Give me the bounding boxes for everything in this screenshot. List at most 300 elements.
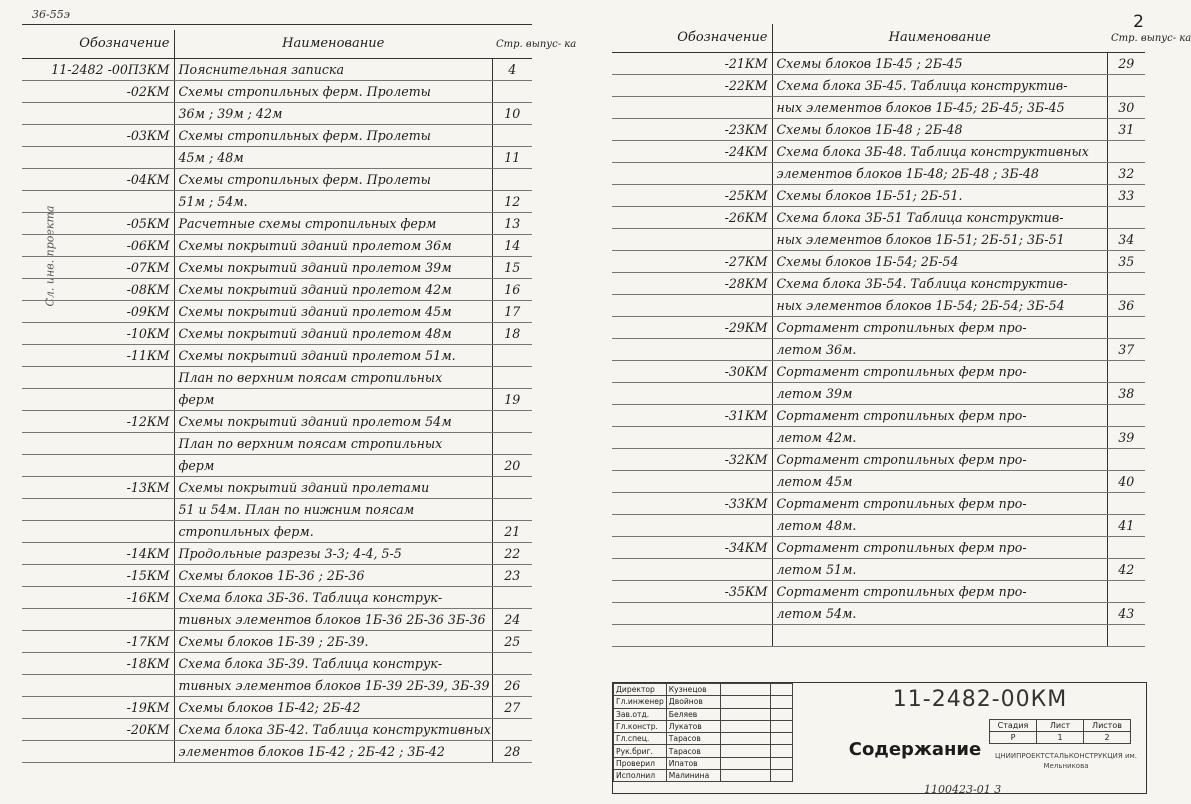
row-name: летом 45м [772, 471, 1107, 493]
signature-field [720, 770, 770, 782]
table-row [612, 119, 1145, 141]
row-code [612, 559, 772, 581]
designation-header: Обозначение [612, 24, 772, 53]
row-code [612, 229, 772, 251]
row-code: -09КМ [22, 301, 174, 323]
table-row [22, 719, 532, 741]
table-row [612, 383, 1145, 405]
row-page: 16 [492, 279, 532, 301]
row-page: 30 [1107, 97, 1145, 119]
row-code: -14КМ [22, 543, 174, 565]
row-code: -22КМ [612, 75, 772, 97]
row-page: 26 [492, 675, 532, 697]
table-row [22, 455, 532, 477]
title-block [612, 682, 1147, 794]
row-page: 38 [1107, 383, 1145, 405]
table-row [22, 653, 532, 675]
signature-name: Двойнов [666, 696, 720, 708]
row-code: -08КМ [22, 279, 174, 301]
row-name: Схемы покрытий зданий пролетом 36м [174, 235, 492, 257]
row-page: 11 [492, 147, 532, 169]
row-name [772, 625, 1107, 647]
row-page [492, 125, 532, 147]
row-code: -04КМ [22, 169, 174, 191]
row-name: летом 36м. [772, 339, 1107, 361]
row-name: элементов блоков 1Б-48; 2Б-48 ; 3Б-48 [772, 163, 1107, 185]
table-row [612, 229, 1145, 251]
signature-row [614, 745, 793, 757]
row-code: -34КМ [612, 537, 772, 559]
row-page [1107, 273, 1145, 295]
signature-date [770, 684, 792, 696]
signature-field [720, 720, 770, 732]
left-rows [22, 59, 532, 763]
row-code: -16КМ [22, 587, 174, 609]
row-code [612, 163, 772, 185]
row-code [612, 427, 772, 449]
signature-table [613, 683, 793, 782]
signature-row [614, 708, 793, 720]
table-row [612, 163, 1145, 185]
row-name: Схемы покрытий зданий пролетами [174, 477, 492, 499]
row-page: 27 [492, 697, 532, 719]
row-name: Схема блока 3Б-51 Таблица конструктив- [772, 207, 1107, 229]
row-code: 11-2482 -00П3КМ [22, 59, 174, 81]
row-name: летом 51м. [772, 559, 1107, 581]
signature-name: Кузнецов [666, 684, 720, 696]
table-row [22, 191, 532, 213]
signature-date [770, 770, 792, 782]
row-page [1107, 625, 1145, 647]
signature-field [720, 757, 770, 769]
right-contents-table [612, 24, 1191, 647]
row-page: 28 [492, 741, 532, 763]
row-name: Схема блока 3Б-48. Таблица конструктивных [772, 141, 1107, 163]
row-page: 32 [1107, 163, 1145, 185]
row-page [492, 345, 532, 367]
row-page [492, 587, 532, 609]
row-page [1107, 449, 1145, 471]
row-name: Продольные разрезы 3-3; 4-4, 5-5 [174, 543, 492, 565]
table-row [22, 81, 532, 103]
signature-role: Проверил [614, 757, 667, 769]
row-page: 17 [492, 301, 532, 323]
row-name: Сортамент стропильных ферм про- [772, 537, 1107, 559]
table-row [22, 147, 532, 169]
table-row [612, 53, 1145, 75]
row-name: Схема блока 3Б-36. Таблица конструк- [174, 587, 492, 609]
row-name: Схемы блоков 1Б-51; 2Б-51. [772, 185, 1107, 207]
signature-row [614, 696, 793, 708]
row-code: -28КМ [612, 273, 772, 295]
signature-date [770, 733, 792, 745]
row-code: -02КМ [22, 81, 174, 103]
table-row [22, 521, 532, 543]
row-name: Схемы покрытий зданий пролетом 39м [174, 257, 492, 279]
row-name: Сортамент стропильных ферм про- [772, 581, 1107, 603]
table-row [612, 493, 1145, 515]
signature-role: Рук.бриг. [614, 745, 667, 757]
name-header: Наименование [174, 30, 492, 59]
page-number: 2 [1133, 12, 1144, 32]
right-rows [612, 53, 1145, 647]
row-page: 40 [1107, 471, 1145, 493]
table-row [22, 125, 532, 147]
row-page [1107, 361, 1145, 383]
signature-role: Директор [614, 684, 667, 696]
row-name: Схемы блоков 1Б-54; 2Б-54 [772, 251, 1107, 273]
table-row [22, 367, 532, 389]
sheets-value: 2 [1084, 732, 1131, 744]
designation-header: Обозначение [22, 30, 174, 59]
signature-row [614, 733, 793, 745]
row-page: 36 [1107, 295, 1145, 317]
row-code: -26КМ [612, 207, 772, 229]
table-row [22, 411, 532, 433]
row-page [492, 719, 532, 741]
side-stamp: Сл. инв. проекта [43, 205, 57, 307]
row-name: Схемы стропильных ферм. Пролеты [174, 169, 492, 191]
table-row [22, 741, 532, 763]
sheet-header: Лист [1037, 720, 1084, 732]
row-code: -15КМ [22, 565, 174, 587]
bottom-code: 1100423-01 3 [924, 783, 1002, 796]
row-code [612, 603, 772, 625]
row-page: 15 [492, 257, 532, 279]
row-code: -18КМ [22, 653, 174, 675]
table-row [612, 97, 1145, 119]
signature-name: Ипатов [666, 757, 720, 769]
row-page: 12 [492, 191, 532, 213]
row-page: 21 [492, 521, 532, 543]
row-code: -27КМ [612, 251, 772, 273]
row-name: ферм [174, 455, 492, 477]
table-row [612, 471, 1145, 493]
row-name: Схемы покрытий зданий пролетом 42м [174, 279, 492, 301]
row-page: 35 [1107, 251, 1145, 273]
table-row [22, 235, 532, 257]
table-row [612, 625, 1145, 647]
row-code [22, 103, 174, 125]
table-row [22, 103, 532, 125]
row-code [22, 521, 174, 543]
table-row [612, 515, 1145, 537]
row-name: ных элементов блоков 1Б-51; 2Б-51; 3Б-51 [772, 229, 1107, 251]
table-row [612, 207, 1145, 229]
row-name: Схемы покрытий зданий пролетом 48м [174, 323, 492, 345]
row-code: -07КМ [22, 257, 174, 279]
row-page [1107, 141, 1145, 163]
signature-rows [614, 684, 793, 782]
row-name: Схемы стропильных ферм. Пролеты [174, 81, 492, 103]
table-row [612, 537, 1145, 559]
row-page: 42 [1107, 559, 1145, 581]
table-row [22, 499, 532, 521]
row-name: Схемы стропильных ферм. Пролеты [174, 125, 492, 147]
table-row [22, 301, 532, 323]
row-page: 10 [492, 103, 532, 125]
row-name: летом 39м [772, 383, 1107, 405]
row-page: 4 [492, 59, 532, 81]
row-name: План по верхним поясам стропильных [174, 433, 492, 455]
document-designation: 11-2482-00КМ [892, 687, 1068, 712]
table-row [22, 433, 532, 455]
signature-row [614, 720, 793, 732]
row-name: Сортамент стропильных ферм про- [772, 449, 1107, 471]
left-contents-table [22, 30, 577, 763]
signature-row [614, 770, 793, 782]
row-page: 23 [492, 565, 532, 587]
table-row [22, 675, 532, 697]
row-name: Сортамент стропильных ферм про- [772, 405, 1107, 427]
row-page [492, 169, 532, 191]
row-code: -06КМ [22, 235, 174, 257]
row-name: 51м ; 54м. [174, 191, 492, 213]
table-row [612, 361, 1145, 383]
table-row [612, 273, 1145, 295]
row-page: 29 [1107, 53, 1145, 75]
table-row [612, 75, 1145, 97]
row-name: летом 48м. [772, 515, 1107, 537]
table-row [22, 543, 532, 565]
row-name: ных элементов блоков 1Б-54; 2Б-54; 3Б-54 [772, 295, 1107, 317]
row-name: стропильных ферм. [174, 521, 492, 543]
stage-value: Р [990, 732, 1037, 744]
row-name: Схема блока 3Б-45. Таблица конструктив- [772, 75, 1107, 97]
table-row [22, 631, 532, 653]
row-page: 39 [1107, 427, 1145, 449]
row-name: Схемы блоков 1Б-42; 2Б-42 [174, 697, 492, 719]
left-header-row [22, 30, 532, 59]
row-name: летом 42м. [772, 427, 1107, 449]
row-page [1107, 207, 1145, 229]
row-page: 34 [1107, 229, 1145, 251]
row-code: -19КМ [22, 697, 174, 719]
row-name: 51 и 54м. План по нижним поясам [174, 499, 492, 521]
sheet-value: 1 [1037, 732, 1084, 744]
row-page [492, 411, 532, 433]
signature-role: Гл.инженер [614, 696, 667, 708]
table-row [22, 59, 532, 81]
signature-date [770, 696, 792, 708]
row-code [22, 455, 174, 477]
row-page: 20 [492, 455, 532, 477]
row-page: 24 [492, 609, 532, 631]
table-row [22, 697, 532, 719]
row-code: -10КМ [22, 323, 174, 345]
signature-name: Беляев [666, 708, 720, 720]
table-row [612, 317, 1145, 339]
row-code [22, 191, 174, 213]
signature-row [614, 757, 793, 769]
document-title: Содержание [848, 739, 982, 760]
row-page: 13 [492, 213, 532, 235]
row-code: -35КМ [612, 581, 772, 603]
row-code: -17КМ [22, 631, 174, 653]
row-name: тивных элементов блоков 1Б-39 2Б-39, 3Б-39 [174, 675, 492, 697]
signature-field [720, 696, 770, 708]
row-code [22, 147, 174, 169]
table-row [22, 169, 532, 191]
row-page [1107, 405, 1145, 427]
signature-name: Тарасов [666, 745, 720, 757]
row-name: тивных элементов блоков 1Б-36 2Б-36 3Б-36 [174, 609, 492, 631]
row-page [492, 81, 532, 103]
row-name: Схемы блоков 1Б-39 ; 2Б-39. [174, 631, 492, 653]
organization: ЦНИИПРОЕКТСТАЛЬКОНСТРУКЦИЯ им. Мельникова [994, 752, 1138, 770]
row-code [612, 625, 772, 647]
row-code [22, 741, 174, 763]
row-code: -31КМ [612, 405, 772, 427]
row-name: Сортамент стропильных ферм про- [772, 493, 1107, 515]
row-name: Пояснительная записка [174, 59, 492, 81]
row-code: -25КМ [612, 185, 772, 207]
row-code [612, 295, 772, 317]
signature-row [614, 684, 793, 696]
corner-note: 36-55э [32, 8, 70, 21]
row-code [612, 339, 772, 361]
row-code [22, 433, 174, 455]
row-page [492, 433, 532, 455]
signature-name: Тарасов [666, 733, 720, 745]
row-name: Сортамент стропильных ферм про- [772, 317, 1107, 339]
row-page [1107, 317, 1145, 339]
signature-date [770, 708, 792, 720]
page-header: Стр. выпус- ка [492, 30, 532, 59]
row-name: ферм [174, 389, 492, 411]
row-name: Схема блока 3Б-54. Таблица конструктив- [772, 273, 1107, 295]
row-page [1107, 581, 1145, 603]
row-page: 22 [492, 543, 532, 565]
row-code [22, 499, 174, 521]
row-name: летом 54м. [772, 603, 1107, 625]
row-name: Схемы покрытий зданий пролетом 54м [174, 411, 492, 433]
row-code: -33КМ [612, 493, 772, 515]
table-row [612, 251, 1145, 273]
row-page: 18 [492, 323, 532, 345]
row-page [492, 499, 532, 521]
row-page: 19 [492, 389, 532, 411]
row-name: Схемы блоков 1Б-45 ; 2Б-45 [772, 53, 1107, 75]
row-name: ных элементов блоков 1Б-45; 2Б-45; 3Б-45 [772, 97, 1107, 119]
row-code: -21КМ [612, 53, 772, 75]
table-row [22, 609, 532, 631]
row-name: Схемы блоков 1Б-48 ; 2Б-48 [772, 119, 1107, 141]
table-row [22, 279, 532, 301]
signature-field [720, 684, 770, 696]
table-row [612, 449, 1145, 471]
row-name: 45м ; 48м [174, 147, 492, 169]
table-row [22, 345, 532, 367]
sheets-header: Листов [1084, 720, 1131, 732]
table-row [612, 339, 1145, 361]
signature-field [720, 745, 770, 757]
right-header-row [612, 24, 1145, 53]
signature-field [720, 708, 770, 720]
row-code: -13КМ [22, 477, 174, 499]
row-code: -03КМ [22, 125, 174, 147]
row-page: 37 [1107, 339, 1145, 361]
row-code: -29КМ [612, 317, 772, 339]
signature-date [770, 745, 792, 757]
table-row [22, 477, 532, 499]
stage-value-row [990, 732, 1131, 744]
signature-name: Лукатов [666, 720, 720, 732]
row-name: 36м ; 39м ; 42м [174, 103, 492, 125]
table-row [612, 581, 1145, 603]
row-code [22, 389, 174, 411]
row-page [492, 367, 532, 389]
signature-role: Гл.констр. [614, 720, 667, 732]
row-page [1107, 537, 1145, 559]
table-row [612, 427, 1145, 449]
row-page: 31 [1107, 119, 1145, 141]
signature-role: Гл.спец. [614, 733, 667, 745]
table-row [22, 565, 532, 587]
stage-header: Стадия [990, 720, 1037, 732]
table-row [612, 141, 1145, 163]
name-header: Наименование [772, 24, 1107, 53]
signature-role: Зав.отд. [614, 708, 667, 720]
row-code: -11КМ [22, 345, 174, 367]
row-code [22, 609, 174, 631]
row-code [22, 367, 174, 389]
table-row [612, 405, 1145, 427]
page-header: Стр. выпус- ка [1107, 24, 1145, 53]
row-code [612, 383, 772, 405]
table-row [22, 587, 532, 609]
row-code: -30КМ [612, 361, 772, 383]
signature-date [770, 757, 792, 769]
row-name: Схема блока 3Б-42. Таблица конструктивных [174, 719, 492, 741]
signature-role: Исполнил [614, 770, 667, 782]
row-code [612, 471, 772, 493]
table-row [22, 213, 532, 235]
row-page [492, 653, 532, 675]
row-code: -20КМ [22, 719, 174, 741]
row-page: 43 [1107, 603, 1145, 625]
row-code [612, 515, 772, 537]
table-row [612, 603, 1145, 625]
row-name: Сортамент стропильных ферм про- [772, 361, 1107, 383]
row-code: -05КМ [22, 213, 174, 235]
row-page: 14 [492, 235, 532, 257]
table-row [612, 559, 1145, 581]
row-code: -12КМ [22, 411, 174, 433]
row-code: -23КМ [612, 119, 772, 141]
row-page [1107, 75, 1145, 97]
row-name: Схемы покрытий зданий пролетом 45м [174, 301, 492, 323]
table-row [612, 185, 1145, 207]
row-code: -32КМ [612, 449, 772, 471]
row-name: Схема блока 3Б-39. Таблица конструк- [174, 653, 492, 675]
row-page [492, 477, 532, 499]
table-row [612, 295, 1145, 317]
signature-date [770, 720, 792, 732]
table-row [22, 257, 532, 279]
signature-field [720, 733, 770, 745]
table-row [22, 389, 532, 411]
stage-header-row [990, 720, 1131, 732]
row-name: Схемы блоков 1Б-36 ; 2Б-36 [174, 565, 492, 587]
row-name: Схемы покрытий зданий пролетом 51м. [174, 345, 492, 367]
table-row [22, 323, 532, 345]
row-page: 41 [1107, 515, 1145, 537]
row-page: 25 [492, 631, 532, 653]
signature-name: Малинина [666, 770, 720, 782]
row-code [612, 97, 772, 119]
row-name: План по верхним поясам стропильных [174, 367, 492, 389]
